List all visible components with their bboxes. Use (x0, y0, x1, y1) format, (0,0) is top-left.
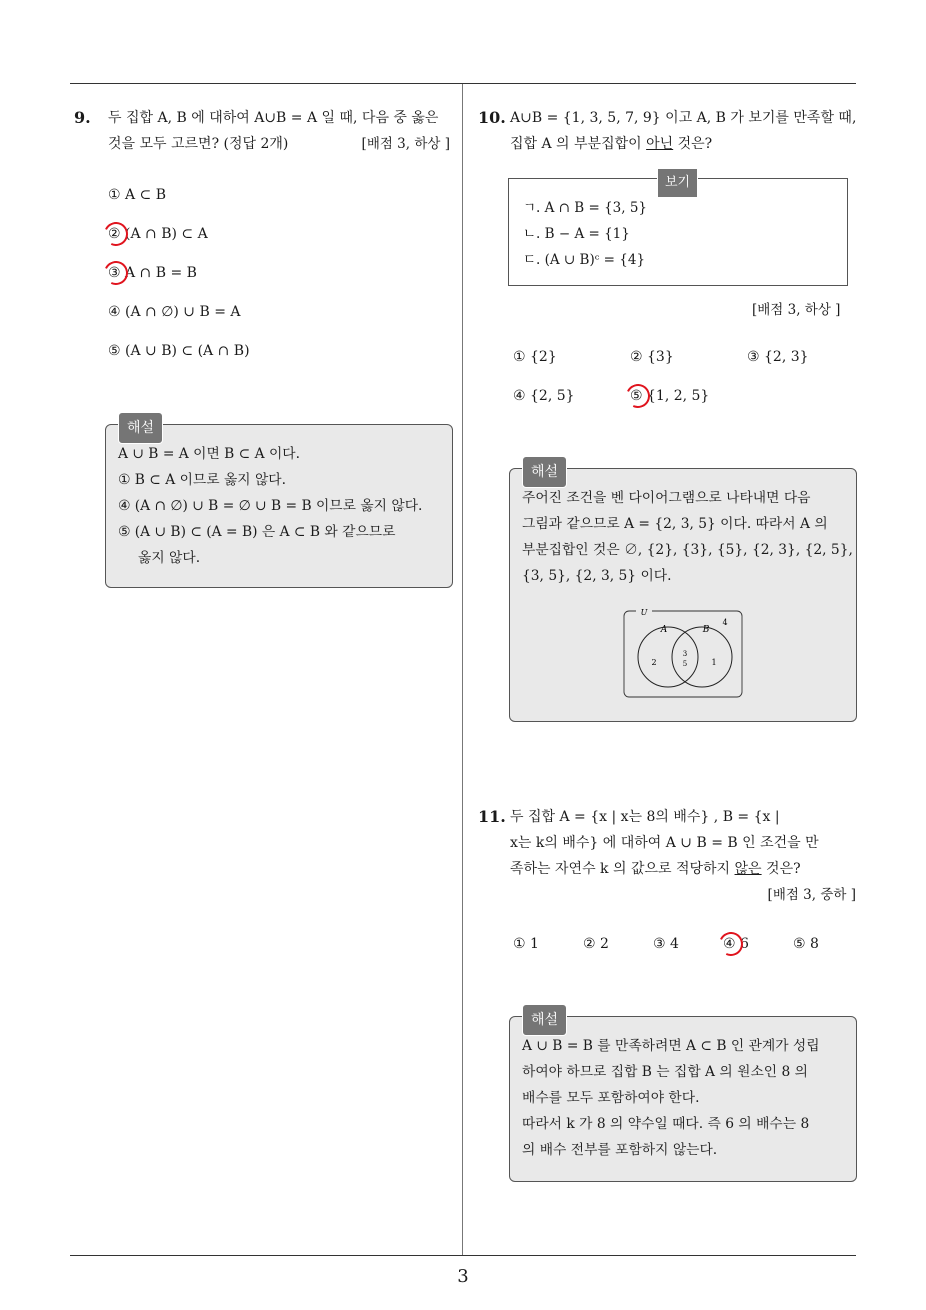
set-b-circle (672, 627, 732, 687)
choice-4[interactable]: ④ 6 (723, 936, 749, 952)
choice-1[interactable]: ① 1 (513, 936, 539, 952)
bogi-item: ㄱ. A ∩ B = {3, 5} (523, 200, 648, 216)
question-text-line1: A∪B = {1, 3, 5, 7, 9} 이고 A, B 가 보기를 만족할 때, (510, 110, 857, 126)
question-number: 9. (74, 108, 91, 127)
choice-1[interactable]: ① {2} (513, 349, 557, 365)
solution-line: ① B ⊂ A 이므로 옳지 않다. (118, 472, 287, 488)
solution-line: 배수를 모두 포함하여야 한다. (522, 1090, 700, 1106)
bogi-item: ㄷ. (A ∪ B)ᶜ = {4} (523, 252, 646, 268)
venn-both-value: 5 (682, 660, 688, 668)
choice-5[interactable]: ⑤ (A ∪ B) ⊂ (A ∩ B) (108, 343, 250, 359)
choice-1[interactable]: ① A ⊂ B (108, 187, 167, 203)
answer-mark-icon (101, 258, 132, 289)
choice-4[interactable]: ④ (A ∩ ∅) ∪ B = A (108, 304, 241, 320)
solution-box (509, 464, 857, 722)
answer-mark-icon (101, 219, 132, 250)
answer-mark-icon (623, 381, 654, 412)
venn-b-only-value: 1 (711, 658, 717, 667)
top-rule (70, 83, 856, 84)
solution-line: 하여야 하므로 집합 B 는 집합 A 의 원소인 8 의 (522, 1064, 808, 1080)
choice-5[interactable]: ⑤ 8 (793, 936, 819, 952)
venn-b-label: B (702, 625, 710, 635)
venn-u-label: U (640, 608, 648, 617)
solution-line: 그림과 같으므로 A = {2, 3, 5} 이다. 따라서 A 의 (522, 516, 828, 532)
venn-both-value: 3 (682, 650, 688, 658)
question-text-line2: 것을 모두 고르면? (정답 2개) (108, 136, 289, 152)
question-text-line1: 두 집합 A, B 에 대하여 A∪B = A 일 때, 다음 중 옳은 (108, 110, 439, 126)
question-number: 11. (478, 807, 506, 826)
solution-tag: 해설 (118, 412, 163, 444)
solution-line: 옳지 않다. (138, 550, 201, 566)
question-number: 10. (478, 108, 506, 127)
venn-outside-value: 4 (722, 618, 728, 627)
solution-box (509, 1012, 857, 1182)
solution-line: 주어진 조건을 벤 다이어그램으로 나타내면 다음 (522, 490, 811, 506)
choice-2[interactable]: ② 2 (583, 936, 609, 952)
choice-2[interactable]: ② (A ∩ B) ⊂ A (108, 226, 208, 242)
question-text-line2: x는 k의 배수} 에 대하여 A ∪ B = B 인 조건을 만 (510, 835, 819, 851)
bottom-rule (70, 1255, 856, 1256)
bogi-box (508, 175, 848, 286)
points-label: [배점 3, 하상 ] (752, 302, 841, 318)
answer-mark-icon (716, 929, 747, 960)
points-label: [배점 3, 하상 ] (361, 136, 450, 152)
venn-diagram (622, 607, 746, 703)
solution-tag: 해설 (522, 1004, 567, 1036)
choice-3[interactable]: ③ A ∩ B = B (108, 265, 197, 281)
set-a-circle (638, 627, 698, 687)
choice-3[interactable]: ③ 4 (653, 936, 679, 952)
question-text-line1: 두 집합 A = {x | x는 8의 배수} , B = {x | (510, 809, 780, 825)
solution-line: A ∪ B = A 이면 B ⊂ A 이다. (118, 446, 301, 462)
venn-a-label: A (660, 625, 668, 635)
question-text-line3: 족하는 자연수 k 의 값으로 적당하지 않은 것은? (510, 861, 801, 877)
points-label: [배점 3, 중하 ] (767, 887, 856, 903)
solution-line: 부분집합인 것은 ∅, {2}, {3}, {5}, {2, 3}, {2, 5}, (522, 542, 853, 558)
question-text-line2: 집합 A 의 부분집합이 아닌 것은? (510, 136, 713, 152)
page-number: 3 (457, 1266, 469, 1287)
choice-4[interactable]: ④ {2, 5} (513, 388, 575, 404)
solution-line: ⑤ (A ∪ B) ⊂ (A = B) 은 A ⊂ B 와 같으므로 (118, 524, 396, 540)
solution-line: ④ (A ∩ ∅) ∪ B = ∅ ∪ B = B 이므로 옳지 않다. (118, 498, 423, 514)
solution-line: 의 배수 전부를 포함하지 않는다. (522, 1142, 718, 1158)
bogi-item: ㄴ. B − A = {1} (523, 226, 630, 242)
solution-tag: 해설 (522, 456, 567, 488)
venn-a-only-value: 2 (651, 658, 657, 667)
solution-box (105, 420, 453, 588)
solution-line: A ∪ B = B 를 만족하려면 A ⊂ B 인 관계가 성립 (522, 1038, 820, 1054)
choice-2[interactable]: ② {3} (630, 349, 674, 365)
column-divider (462, 84, 463, 1256)
solution-line: 따라서 k 가 8 의 약수일 때다. 즉 6 의 배수는 8 (522, 1116, 810, 1132)
choice-5[interactable]: ⑤ {1, 2, 5} (630, 388, 710, 404)
bogi-tag: 보기 (657, 168, 698, 198)
choice-3[interactable]: ③ {2, 3} (747, 349, 809, 365)
solution-line: {3, 5}, {2, 3, 5} 이다. (522, 568, 672, 584)
